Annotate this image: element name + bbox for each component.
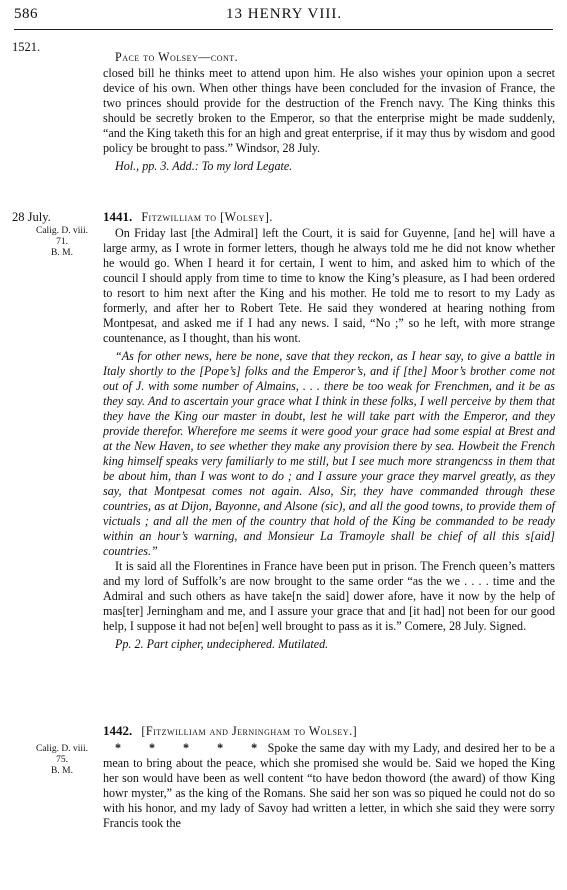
page-number: 586 — [14, 6, 38, 22]
entry-1442-title: [Fitzwilliam and Jerningham to Wolsey.] — [141, 724, 358, 738]
continuation-heading: Pace to Wolsey—cont. — [115, 50, 239, 64]
year-marker: 1521. — [12, 40, 41, 54]
entry-1442-block — [103, 723, 555, 831]
header-rule — [14, 29, 553, 30]
continuation-block — [103, 50, 555, 174]
entry-1442-number: 1442. — [103, 723, 133, 738]
entry-1441-number: 1441. — [103, 209, 133, 224]
entry-1441-para3: It is said all the Florentines in France have been put in prison. The French queen’s matters and my lord of Suffolk’s are now brought to the same order “as the we . . . . time and the Admiral and such others as have take[n the said] dower afore, have it now by the help of mas[ter] Jerningham and me, and I assure your grace that and [it had] not been for our good help, I suppose it had not be[en] well brought to pass as it is.” Comere, 28 July. Signed. — [103, 559, 555, 633]
entry-1441-para1: On Friday last [the Admiral] left the Court, it is said for Guyenne, [and he] will have a large army, as I wrote in former letters, though he always told me he did not know whether he would go. When I heard it for certain, I went to him, and asked him to which of the council I should apply from time to time to know the King’s pleasure, as I had been ordered to resort to him next after the King and his mother. He told me to resort to my Lady as formerly, and after her to Robert Tete. He said they wondered at hearing nothing from Montpesat, and asked me if I had any news. I said, “No ;” so he left, with more strange countenance, as I thought, than his wont. — [103, 226, 555, 345]
entry-1442-ref3: B. M. — [51, 766, 73, 776]
entry-1441-date: 28 July. — [12, 210, 51, 224]
entry-1441-ref3: B. M. — [51, 248, 73, 258]
entry-1442-stars: * * * * * — [115, 741, 258, 755]
entry-1441-ref1: Calig. D. viii. — [36, 226, 88, 236]
entry-1442-text: Spoke the same day with my Lady, and desired her to be a mean to bring about the peace, which she promised she would be. Said we hoped the King her son would have been as well content “to have bedon thoword (the award) of thow King howr myster,” as the king of the Romans. She said her son was so piqued he could not do so with his honor, and my lady of Savoy had written a letter, in which she said they were sorry Francis took the — [103, 741, 555, 830]
entry-1442-ref1: Calig. D. viii. — [36, 744, 88, 754]
entry-1441-note: Pp. 2. Part cipher, undeciphered. Mutilated. — [115, 637, 329, 651]
entry-1442-ref2: 75. — [56, 755, 68, 765]
entry-1441-cipher: “As for other news, here be none, save that they reckon, as I hear say, to give a battle in Italy shortly to the [Pope’s] folks and the Emperor’s, and if [the] Moor’s brother come not out of J. with some number of Almains, . . . there be too weak for Frenchmen, and it be as they say. And to ascertain your grace what I think in these folks, I well perceive by them that they have the King our master in doubt, lest he will take part with the Emperor, and they provide therefor. Wherefore me seems it were good your grace had some espial at Brest and at the New Haven, to see whether they make any provision there by sea. Howbeit the French king himself speaks very familiarly to me still, but I see much more strangencss in them that be about him, than I was wont to do ; and I assure your grace they marvel greatly, as they say, that Montpesat comes not again. Also, Sir, they have commanded through these countries, as at Dijon, Bayonne, and Alsone (sic), and all the good towns, to provide them of victuals ; and all the men of the country that hold of the King be commanded to be ready within an hour’s warning, and Monsieur La Tramoyle shall be chief of all this s[aid] countries.” — [103, 349, 555, 558]
entry-1441-refs — [32, 226, 92, 259]
continuation-body: closed bill he thinks meet to attend upon him. He also wishes your opinion upon a secret device of his own. When other things have been concluded for the invasion of France, the two princes should provide for the destruction of the French navy. The King thinks this should be secretly broken to the Emperor, so that the enterprise might be made suddenly, “and the King taketh this for an high and great enterprise, if it may thus by wisdom and good policy be brought to pass.” Windsor, 28 July. — [103, 66, 555, 155]
entry-1441-title: Fitzwilliam to [Wolsey]. — [141, 210, 273, 224]
entry-1441-ref2: 71. — [56, 237, 68, 247]
continuation-note: Hol., pp. 3. Add.: To my lord Legate. — [115, 159, 293, 173]
running-title: 13 HENRY VIII. — [226, 6, 343, 22]
entry-1442-refs — [32, 744, 92, 777]
entry-1441-block — [103, 209, 555, 652]
